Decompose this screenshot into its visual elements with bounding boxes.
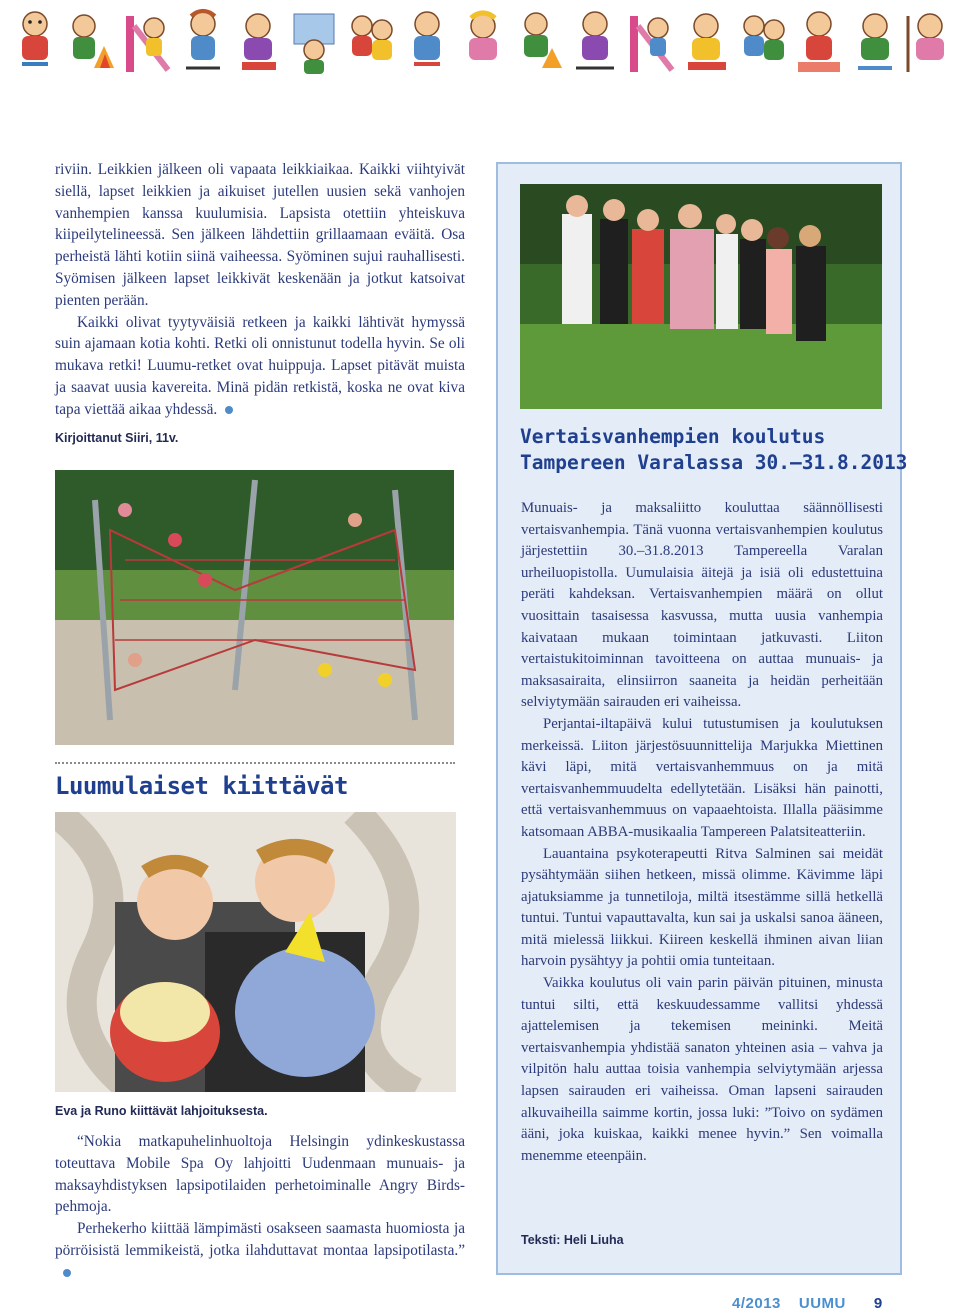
children-illustration xyxy=(680,6,734,76)
section-heading: Luumulaiset kiittävät xyxy=(55,772,348,800)
children-illustration xyxy=(232,6,286,76)
article-byline: Kirjoittanut Siiri, 11v. xyxy=(55,431,179,445)
article-continuation xyxy=(55,159,465,421)
children-illustration xyxy=(344,6,398,76)
children-illustration xyxy=(288,6,342,76)
end-bullet-icon xyxy=(63,1269,71,1277)
children-illustration xyxy=(512,6,566,76)
photo-caption: Eva ja Runo kiittävät lahjoituksesta. xyxy=(55,1104,268,1118)
children-plush-photo xyxy=(55,812,456,1092)
quote-paragraph: “Nokia matkapuhelinhuoltoja Helsingin ydinkeskustassa toteuttava Mobile Spa Oy lahjoitti Uudenmaan munuais- ja maksayhdistyksen lapsipotilaiden perhetoiminalle Angry Birds- pehmoja. xyxy=(55,1133,465,1216)
sidebar-paragraph: Munuais- ja maksaliitto kouluttaa säännöllisesti vertaisvanhempia. Tänä vuonna vertaisvanhempien koulutus järjestettiin 30.–31.8.2013 Tampereella Varalan urheiluopistolla. Uumulaisia äitejä ja isiä oli edustettuina peräti kahdeksan. Vertaisvanhempien määrä on ollut vuosittain tasaisessa kasvussa, mutta uusia vanhempia kaivataan mukaan toimintaan jatkuvasti. Liiton vertaistukitoiminnan tavoitteena on auttaa munuais- ja maksasairaita, elinsiirron saaneita ja heidän perheitään selviytymään sairauden eri vaiheissa. xyxy=(521,500,883,711)
children-illustration xyxy=(8,6,62,76)
quote-paragraph xyxy=(55,1218,465,1283)
children-illustration xyxy=(736,6,790,76)
page-number: 9 xyxy=(873,1295,883,1312)
sidebar-article xyxy=(521,498,883,1167)
article-paragraph: riviin. Leikkien jälkeen oli vapaata leikkiaikaa. Kaikki viihtyivät siellä, lapset leikkien ja aikuiset jutellen uusien sekä vanhojen vanhempien kanssa kuulumisia. Lapsista otettiin yhteiskuva kiipeilytelineessä. Sen jälkeen lähdettiin grillaamaan eväitä. Osa perheistä lähti kotiin siinä vaiheessa. Syöminen sujui rauhallisesti. Syömisen jälkeen lapset leikkivät keskenään ja jotkut katsoivat pienten perään. xyxy=(55,161,465,309)
children-illustration xyxy=(176,6,230,76)
children-illustration xyxy=(120,6,174,76)
decorative-banner xyxy=(0,0,960,85)
sidebar-credit: Teksti: Heli Liuha xyxy=(521,1233,624,1247)
children-illustration xyxy=(848,6,902,76)
quote-paragraph-text: Perhekerho kiittää lämpimästi osakseen saamasta huomiosta ja pörröisistä lemmikeistä, jotka ilahduttavat montaa lapsipotilasta.” xyxy=(55,1220,465,1259)
sidebar-paragraph: Vaikka koulutus oli vain parin päivän pituinen, minusta tuntui silti, että keskuudessamme vallitsi yhdessä ajattelemisen ja tekemisen meininki. Meitä vertaisvanhempia yhdistää sanaton yhteinen asia – vahva ja vilpitön halu auttaa toisia vanhempia selviytymään arjessa lapsen sairauden eri vaiheissa. Oman lapseni sairauden alkuvaiheilla saimme kortin, jossa luki: ”Toivo on sydämen ääni, joka kuiskaa, kaikki menee hyvin.” Sen voimalla menemme eteenpäin. xyxy=(521,975,883,1164)
end-bullet-icon xyxy=(225,406,233,414)
sidebar-heading-line: Vertaisvanhempien koulutus xyxy=(520,425,826,448)
children-illustration xyxy=(792,6,846,76)
group-photo xyxy=(520,184,882,409)
issue-number: 4/2013 xyxy=(732,1295,781,1312)
children-illustration xyxy=(568,6,622,76)
children-illustration xyxy=(64,6,118,76)
article-paragraph-text: Kaikki olivat tyytyväisiä retkeen ja kaikki lähtivät hymyssä suin ajamaan kotia kohti. Retki oli onnistunut todella hyvin. Se oli mukava retki! Luumu-retket ovat huippuja. Lapset pitävät muista ja saavat uusia kavereita. Minä pidän retkistä, koska ne ovat kiva tapa viettää aikaa yhdessä. xyxy=(55,313,465,418)
children-illustration xyxy=(904,6,958,76)
children-illustration xyxy=(624,6,678,76)
article-paragraph xyxy=(55,312,465,421)
thank-you-text xyxy=(55,1131,465,1284)
children-illustration xyxy=(400,6,454,76)
magazine-name: UUMU xyxy=(798,1295,846,1312)
playground-photo xyxy=(55,470,454,745)
sidebar-paragraph: Perjantai-iltapäivä kului tutustumisen ja koulutuksen merkeissä. Liiton järjestösuunnittelija Marjukka Miettinen kävi läpi, mitä vertaisvanhemmuus on ja mitä vertaisvanhemmuudelta edellytetään. Lisäksi hän painotti, että vertaisvanhemmuus on vapaaehtoista. Illalla pääsimme katsomaan ABBA-musikaalia Tampereen Palatsiteatteriin. xyxy=(521,715,883,840)
page-footer xyxy=(732,1295,883,1312)
sidebar-paragraph: Lauantaina psykoterapeutti Ritva Salminen sai meidät pysähtymään siihen hetkeen, missä olimme. Kävimme läpi ajatuksiamme ja tunnetiloja, miltä itsestämme sillä hetkellä tuntui. Tuntui vapauttavalta, kun sai ja uskalsi sanoa ääneen, mitä mielessä liikkui. Kiireen keskellä ihminen aivan liian harvoin pysähtyy ja pohtii omia tunteitaan. xyxy=(521,845,883,970)
sidebar-heading xyxy=(520,424,907,476)
sidebar-heading-line: Tampereen Varalassa 30.–31.8.2013 xyxy=(520,451,908,474)
section-divider xyxy=(55,762,455,764)
children-illustration xyxy=(456,6,510,76)
